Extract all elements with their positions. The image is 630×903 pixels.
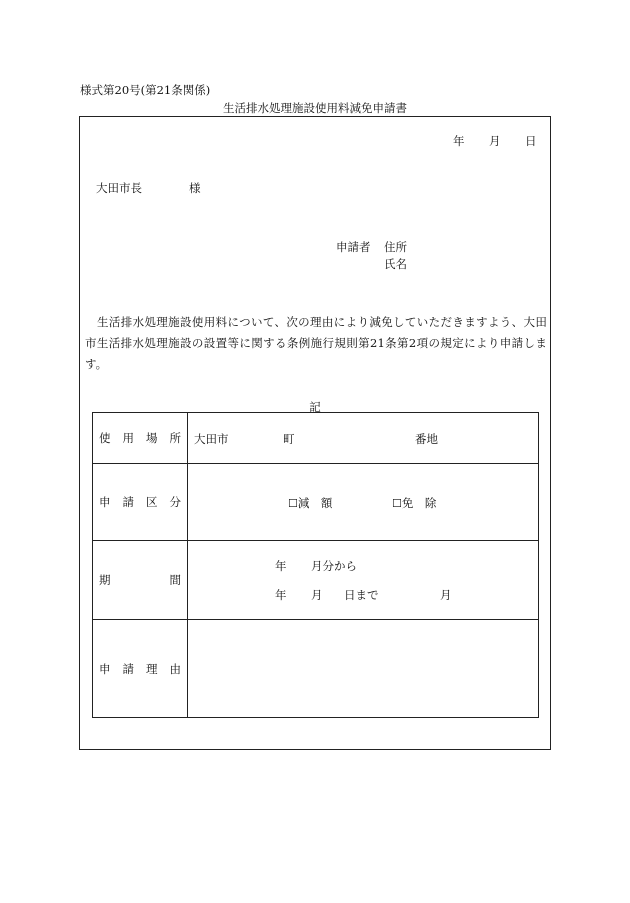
label-char: 請 — [122, 495, 134, 509]
row-location — [93, 413, 539, 464]
document-title: 生活排水処理施設使用料減免申請書 — [223, 101, 407, 115]
category-value-cell — [188, 464, 539, 541]
addressee-name: 大田市長 — [96, 181, 142, 195]
option-exempt[interactable] — [392, 495, 436, 511]
request-body-text: 生活排水処理施設使用料について、次の理由により減免していただきますよう、大田市生活排水処理施設の設置等に関する条例施行規則第21条第2項の規定により申請します。 — [85, 315, 547, 371]
option-exempt-label: 免 除 — [401, 496, 437, 510]
checkbox-exempt[interactable]: ☐ — [392, 497, 402, 510]
period-to-month: 月 — [311, 588, 323, 602]
label-char: 所 — [169, 431, 181, 445]
location-lot: 番地 — [415, 432, 438, 446]
period-to-year: 年 — [275, 588, 287, 602]
label-char: 用 — [122, 431, 134, 445]
label-char: 区 — [146, 495, 158, 509]
period-from-year: 年 — [275, 559, 287, 573]
period-to-day: 日まで — [344, 588, 379, 602]
location-city: 大田市 — [194, 432, 229, 446]
reason-label — [93, 620, 188, 718]
period-from-month: 月分から — [311, 559, 357, 573]
category-label — [93, 464, 188, 541]
label-char: 理 — [146, 661, 158, 676]
row-reason — [93, 620, 539, 718]
applicant-name-label: 氏名 — [384, 257, 407, 271]
row-category — [93, 464, 539, 541]
date-day-label: 日 — [525, 134, 537, 148]
applicant-address-label: 住所 — [384, 240, 407, 254]
form-number: 様式第20号(第21条関係) — [80, 83, 211, 97]
location-value-cell[interactable] — [188, 413, 539, 464]
location-town: 町 — [283, 432, 295, 446]
period-label — [93, 541, 188, 620]
location-label — [93, 413, 188, 464]
label-char: 使 — [99, 431, 111, 445]
option-reduce[interactable] — [288, 495, 332, 511]
date-year-label: 年 — [453, 134, 465, 148]
label-char: 間 — [169, 573, 181, 587]
addressee-honorific: 様 — [189, 181, 201, 195]
row-period — [93, 541, 539, 620]
checkbox-reduce[interactable]: ☐ — [288, 497, 298, 510]
option-reduce-label: 減 額 — [297, 496, 333, 510]
label-char: 分 — [169, 495, 181, 509]
label-char: 申 — [99, 661, 111, 676]
period-count-month: 月 — [440, 588, 452, 602]
applicant-label: 申請者 — [336, 240, 371, 254]
label-char: 場 — [146, 431, 158, 445]
detail-table — [92, 412, 539, 718]
label-char: 期 — [99, 573, 111, 587]
period-value-cell[interactable] — [188, 541, 539, 620]
record-label: 記 — [309, 400, 321, 414]
label-char: 由 — [169, 661, 181, 676]
date-month-label: 月 — [489, 134, 501, 148]
label-char: 請 — [122, 661, 134, 676]
reason-value-cell[interactable] — [188, 620, 539, 718]
label-char: 申 — [99, 495, 111, 509]
